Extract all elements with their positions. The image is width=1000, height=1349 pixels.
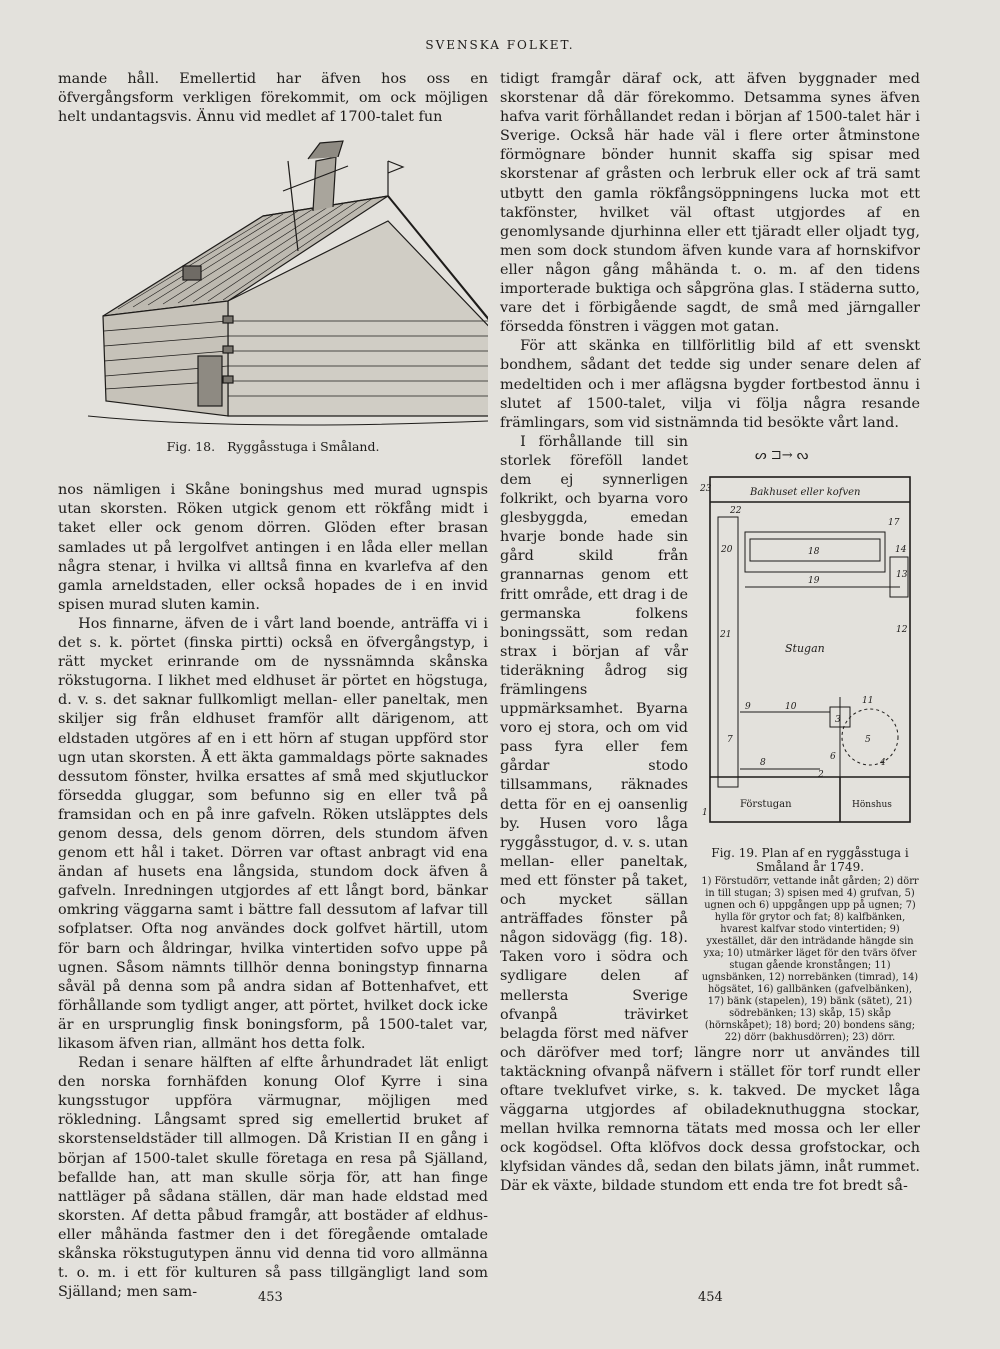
- plan-num-20: 20: [721, 544, 733, 555]
- figure-18-caption: [58, 439, 488, 455]
- figure-19-caption: [700, 846, 920, 874]
- plan-num-3: 3: [835, 714, 841, 725]
- right-paragraph-1: tidigt framgår däraf ock, att äfven byggnader med skorstenar då där förekommo. Detsamma synes äfven hafva varit förhållandet redan i början af 1500-talet här i Sverige. Också här hade väl i flere orter åtminstone förmögnare bönder hunnit skaffa sig spisar med skorstenar af gråsten och lerbruk eller ock af trä samt utbytt den gamla rökfångsöppningens lucka mot ett takfönster, hvilket väl oftast utgjordes af en genomlysande djurhinna eller ett tjäradt eller oljadt tyg, men som dock stundom äfven kunde vara af hornskifvor eller någon gång måhända t. o. m. af den tidens importerade buktiga och såpgröna glas. I städerna sutto, vare det i förbigående sagdt, de små med järngaller försedda fönstren i väggen mot gatan.: [500, 71, 920, 336]
- label-bakhus: Bakhuset eller kofven: [750, 486, 861, 498]
- plan-num-19: 19: [808, 575, 820, 586]
- plan-num-18: 18: [808, 546, 820, 557]
- left-intro-part-a: [58, 70, 488, 127]
- figure-19-caption-text: Plan af en ryggåsstuga i Småland år 1749.: [755, 845, 909, 874]
- left-column: [58, 70, 488, 1302]
- figure-18-caption-text: Ryggåsstuga i Småland.: [227, 439, 380, 455]
- plan-num-10: 10: [785, 701, 797, 712]
- figure-19: [700, 447, 920, 1044]
- label-honshus: Hönshus: [852, 799, 892, 810]
- label-forstugan: Förstugan: [740, 798, 792, 810]
- plan-num-23: 23: [700, 483, 712, 494]
- running-header: SVENSKA FOLKET.: [425, 38, 575, 52]
- plan-num-13: 13: [896, 569, 908, 580]
- label-stugan: Stugan: [785, 641, 825, 655]
- figure-18-label: Fig. 18.: [166, 439, 216, 455]
- plan-num-6: 6: [830, 751, 836, 762]
- cabin-illustration: [58, 131, 488, 431]
- right-paragraph-3: I förhållande till sin storlek föreföll landet dem ej synnerligen folkrikt, och byarna voro glesbyggda, emedan hvarje bonde hade sin gård skild från grannarnas genom ett fritt område, ett drag i de germanska folkens boningssätt, som redan strax i början af vår tideräkning ådrog sig främlingens uppmärksamhet. Byarna voro ej stora, och om vid pass fyra eller fem gårdar stodo tillsammans, räknades detta för en ej oansenlig by. Husen voro låga ryggåsstugor, d. v. s. utan mellan- eller paneltak, med ett fönster på taket, och mycket sällan anträffades fönster på någon sidovägg (fig. 18). Taken voro i södra och sydligare delen af mellersta Sverige ofvanpå trävirket belagda först med näfver och däröfver med torf; längre norr ut användes till taktäckning ofvanpå näfvern i stället för torf rundt eller oftare tveklufvet virke, s. k. takved. De mycket låga väggarna utgjordes af obiladeknuthuggna stockar, mellan hvilka remnorna tätats med mossa och ler eller ock kogödsel. Ofta klöfvos dock dessa grofstockar, och klyfsidan vändes då, sedan den bilats jämn, inåt rummet. Där ek växte, bildade stundom ett enda tre fot bredt så-: [500, 433, 920, 1195]
- plan-num-1: 1: [702, 807, 708, 818]
- right-paragraph-2: För att skänka en tillförlitlig bild af ett svenskt bondhem, sådant det tedde sig under senare delen af medeltiden och i mer aflägsna bygder fortbestod ännu i slutet af 1500-talet, vilja vi följa några resande främlingars, som vid sistnämnda tid besökte vårt land.: [500, 338, 920, 431]
- plan-num-17: 17: [888, 517, 900, 528]
- plan-num-4: 4: [880, 757, 886, 768]
- left-paragraph-2: Redan i senare hälften af elfte århundradet lät enligt den norska fornhäfden konung Olof Kyrre i sina kungsstugor uppföra värmugnar, möjligen med rökledning. Långsamt spred sig emellertid bruket af skorstenseldstäder till allmogen. Då Kristian II en gång i början af 1500-talet skulle företaga en resa på Själland, befallde han, att man skulle sörja för, att han finge nattläger på sådana ställen, där man hade eldstad med skorsten. Af detta påbud framgår, att bostäder af eldhus- eller måhända fastmer den i det föregående omtalade skånska rökstugutypen ännu vid denna tid voro allmänna t. o. m. i ett för kulturen så pass tillgängligt land som Själland; men sam-: [58, 1055, 488, 1301]
- figure-19-legend: 1) Förstudörr, vettande inåt gården; 2) dörr in till stugan; 3) spisen med 4) grufvan, 5) ugnen och 6) uppgången upp på ugnen; 7) hylla för grytor och fat; 8) kalfbänken, hvarest kalfvar stodo vintertiden; 9) yxestället, där den inträdande hängde sin yxa; 10) utmärker läget för den tvärs öfver stugan gående kronstången; 11) ugnsbänken, 12) norrebänken (timrad), 14) högsätet, 16) gallbänken (gafvelbänken), 17) bänk (stapelen), 19) bänk (sätet), 21) södrebänken; 13) skåp, 15) skåp (hörnskåpet); 18) bord; 20) bondens säng; 22) dörr (bakhusdörren); 23) dörr.: [701, 875, 919, 1043]
- left-intro-part-b: [58, 481, 488, 615]
- left-intro-a: mande håll. Emellertid har äfven hos oss en öfvergångsform verkligen förekommit, om ock möjligen helt undantagsvis. Ännu vid medlet af 1700-talet fun: [58, 71, 488, 126]
- right-column: [500, 70, 920, 1197]
- floor-plan-diagram: [700, 447, 920, 842]
- plan-num-14: 14: [895, 544, 907, 555]
- plan-num-11: 11: [862, 695, 874, 706]
- compass-mark: ᔕ ⊐→ ᔓ: [755, 447, 809, 463]
- plan-num-22: 22: [730, 505, 742, 516]
- plan-num-21: 21: [720, 629, 732, 640]
- page-number-left: 453: [258, 1290, 283, 1305]
- page-number-right: 454: [698, 1290, 723, 1305]
- plan-num-2: 2: [818, 769, 824, 780]
- plan-num-12: 12: [896, 624, 908, 635]
- figure-19-label: Fig. 19.: [711, 845, 758, 860]
- left-paragraph-1: Hos finnarne, äfven de i vårt land boende, anträffa vi i det s. k. pörtet (finska pirtti) också en öfvergångstyp, i rätt mycket erinrande om de nyssnämnda skånska rökstugorna. I likhet med eldhuset är pörtet en högstuga, d. v. s. det saknar fullkomligt mellan- eller paneltak, men skiljer sig från eldhuset framför allt därigenom, att eldstaden utgöres af en i ett hörn af stugan uppförd stor ugn utan skorsten. Å ett äkta gammaldags pörte saknades dessutom fönster, hvilka ersattes af små med skjutluckor försedda gluggar, som befunno sig en eller två på framsidan och en på inre gafveln. Röken utsläpptes dels genom dessa, dels genom dörren, dels stundom äfven genom ett hål i taket. Dörren var oftast anbragt vid ena ändan af husets ena långsida, stundom dock äfven å gafveln. Inredningen utgjordes af ett långt bord, bänkar omkring väggarna samt i bättre fall dessutom af lafvar till sofplatser. Ofta nog användes dock golfvet härtill, utom för barn och åldringar, hvilka vintertiden sofvo uppe på ugnen. Såsom nämnts tillhör denna boningstyp finnarna såväl på denna som på andra sidan af Bottenhafvet, ett förhållande som tydligt anger, att pörtet, hvilket dock icke är en ursprunglig finsk boningsform, på 1500-talet var, likasom äfven rian, allmänt hos detta folk.: [58, 615, 488, 1052]
- plan-num-8: 8: [760, 757, 766, 768]
- plan-num-7: 7: [727, 734, 733, 745]
- plan-num-5: 5: [865, 734, 871, 745]
- plan-num-9: 9: [745, 701, 751, 712]
- left-intro-b: nos nämligen i Skåne boningshus med murad ugnspis utan skorsten. Röken utgick genom ett rökfång midt i taket eller ock genom dörren. Glöden efter brasan samlades ut på lergolfvet antingen i en låda eller mellan några stenar, i hvilka vi alltså finna en kvarlefva af den gamla arneldstaden, eller också hopades de i en invid spisen murad sluten kamin.: [58, 482, 488, 613]
